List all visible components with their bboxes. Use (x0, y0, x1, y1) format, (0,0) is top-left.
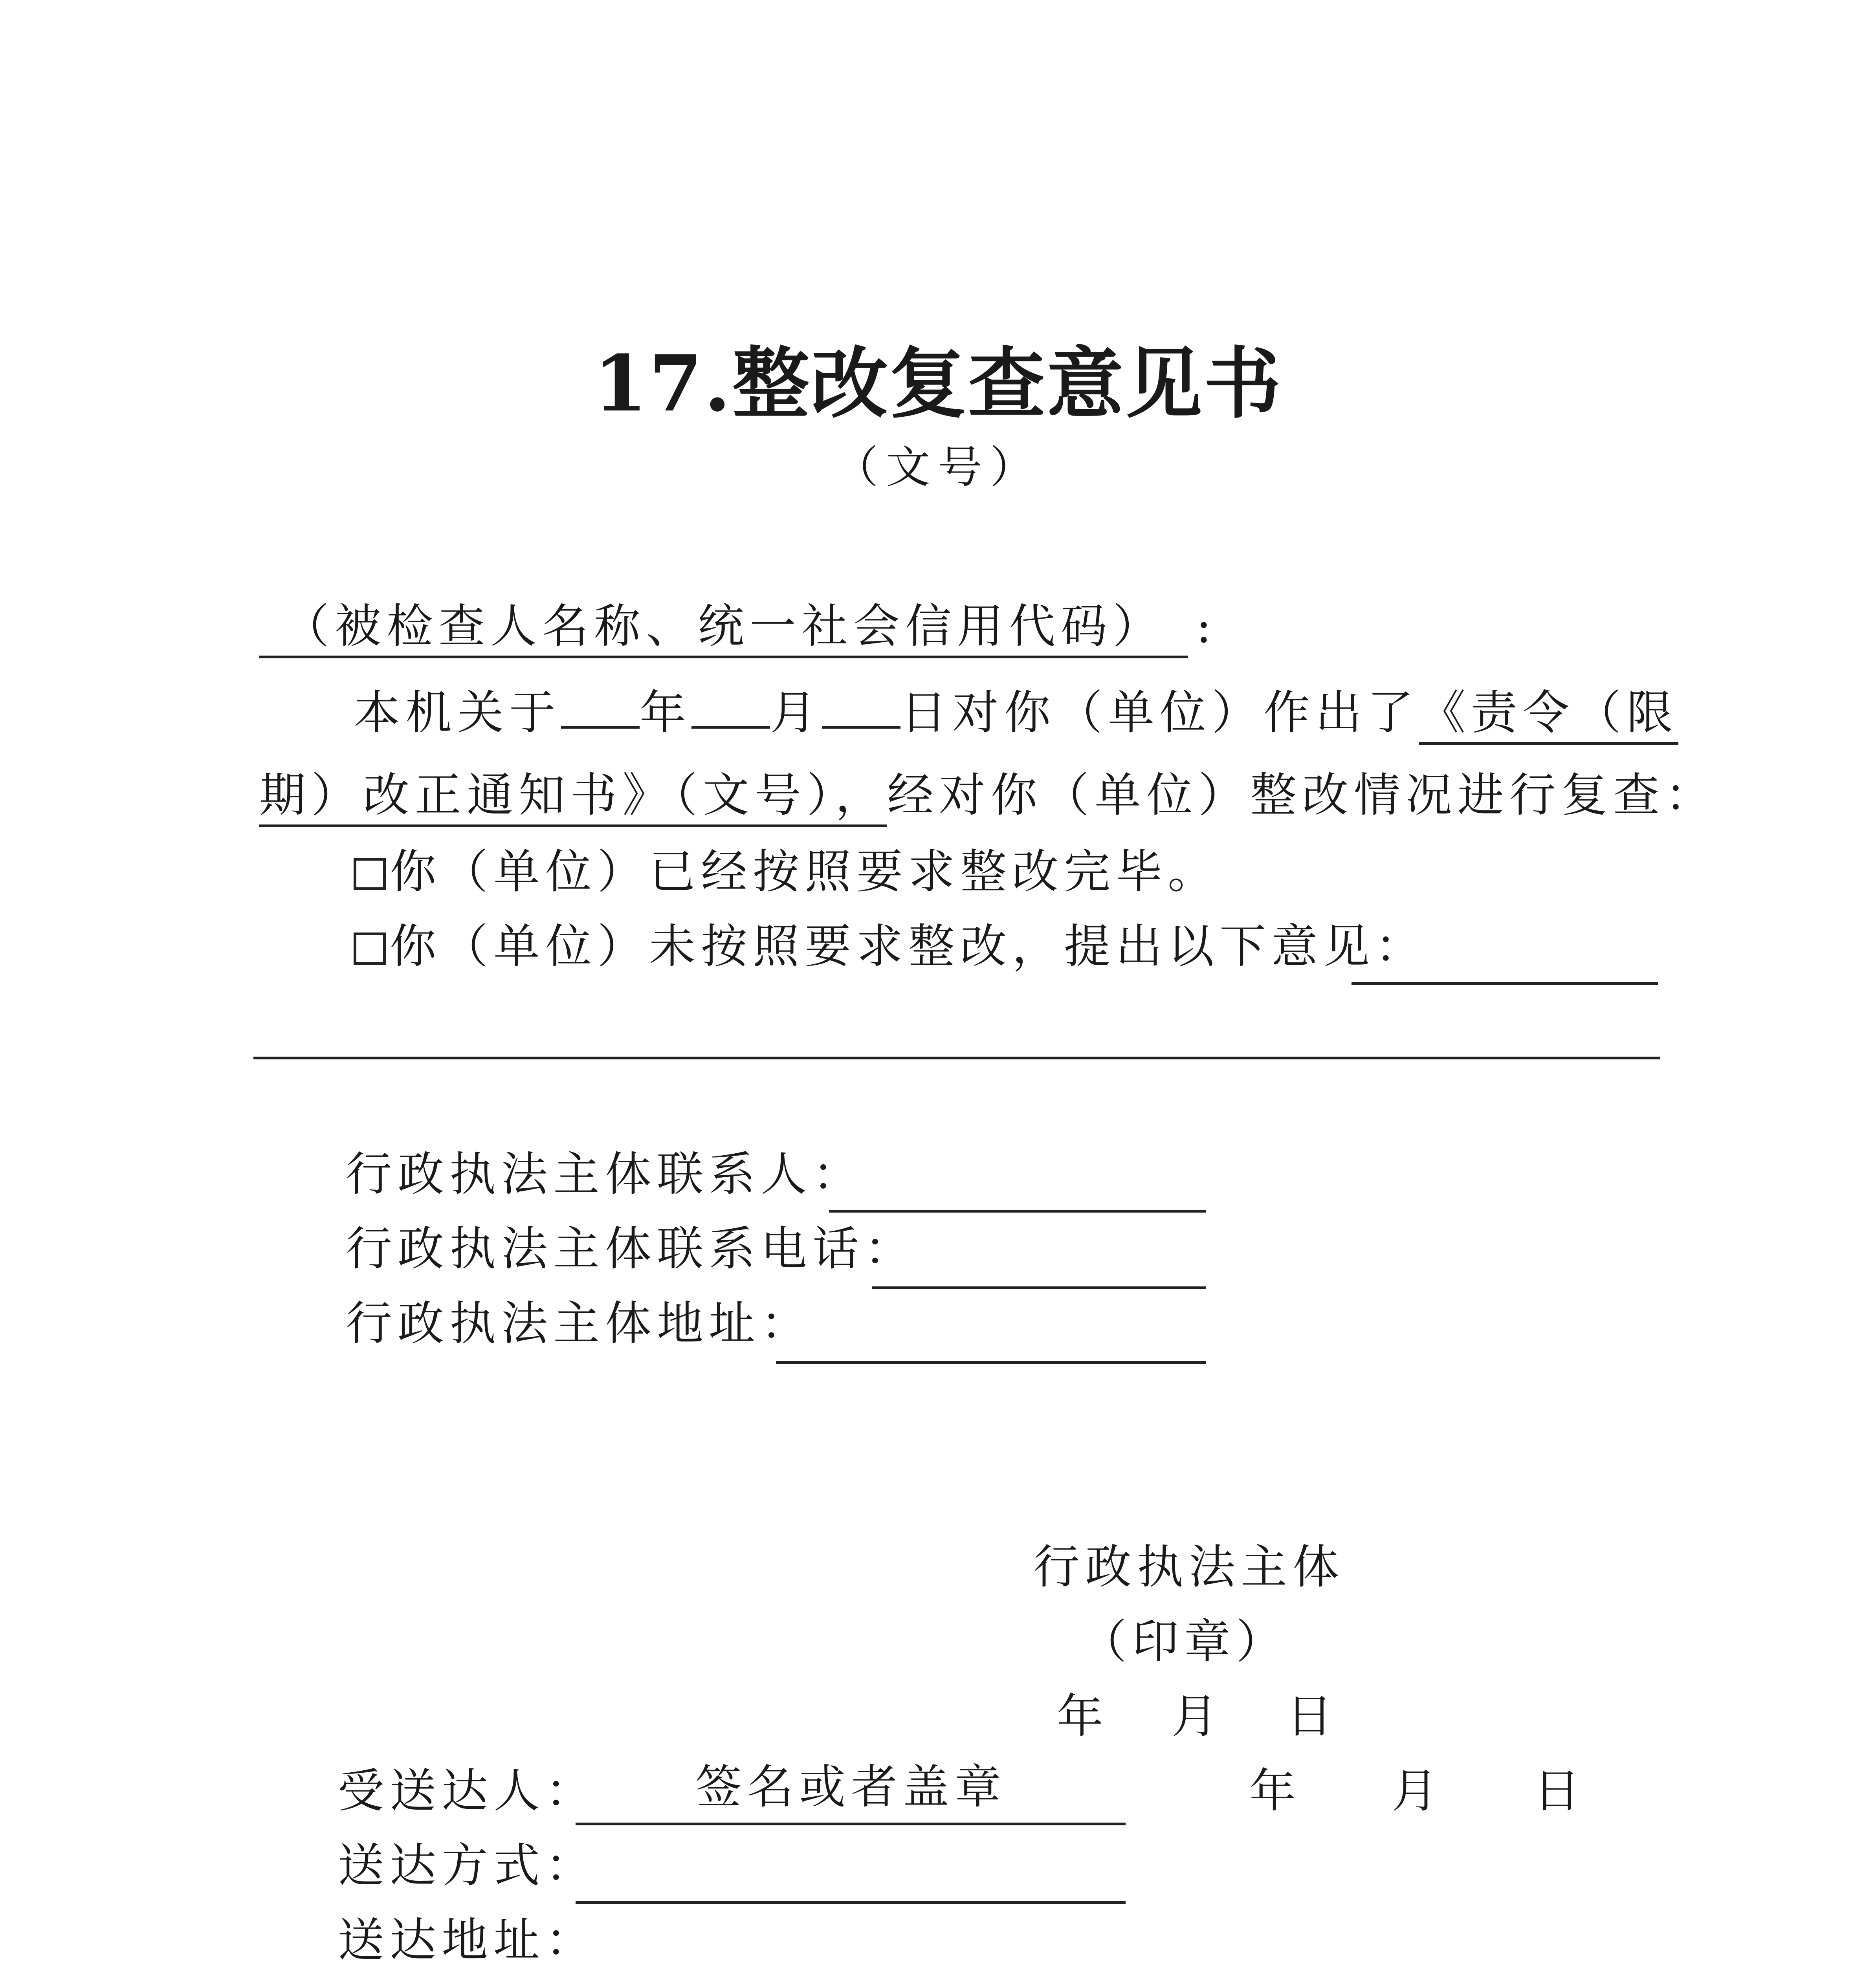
recipient-day: 日 (1534, 1764, 1586, 1818)
day-text: 日对你（单位）作出了 (900, 685, 1419, 740)
opinion-blank-1[interactable] (1352, 982, 1658, 985)
checkbox-completed[interactable] (354, 858, 386, 890)
paragraph-lead: 本机关于 (354, 685, 561, 740)
signature-year: 年 (1057, 1689, 1109, 1743)
contact-phone-label: 行政执法主体联系电话： (346, 1222, 917, 1276)
contact-phone-field[interactable] (872, 1286, 1206, 1289)
recipient-month: 月 (1392, 1764, 1444, 1818)
addressee-line (259, 599, 1217, 658)
notice-title-part2: 期）改正通知书》（文号）， (259, 772, 887, 827)
recipient-signature-hint: 签名或者盖章 (695, 1760, 1007, 1814)
signature-seal: （印章） (1080, 1614, 1288, 1669)
month-blank[interactable] (691, 720, 770, 729)
option-not-completed (354, 919, 1427, 973)
contact-address-field[interactable] (776, 1361, 1206, 1364)
option-not-completed-label: 你（单位）未按照要求整改，提出以下意见： (390, 919, 1427, 973)
contact-person-field[interactable] (829, 1210, 1206, 1213)
paragraph-line-1 (354, 685, 1679, 745)
option-completed (354, 845, 1220, 899)
document-title: 17.整改复查意见书 (594, 339, 1282, 429)
paragraph-line-2 (259, 768, 1717, 827)
signature-day: 日 (1286, 1689, 1339, 1743)
year-label: 年 (640, 685, 692, 740)
addressee-field[interactable]: （被检查人名称、统一社会信用代码） (259, 603, 1188, 658)
contact-address-label: 行政执法主体地址： (346, 1296, 813, 1350)
opinion-blank-2[interactable] (253, 1057, 1660, 1059)
signature-date (1057, 1689, 1339, 1743)
delivery-address-label: 送达地址： (338, 1913, 598, 1964)
contact-person-label: 行政执法主体联系人： (346, 1147, 865, 1201)
year-blank[interactable] (561, 720, 640, 729)
paragraph-tail: 经对你（单位）整改情况进行复查： (887, 768, 1717, 822)
addressee-colon: : (1196, 599, 1217, 653)
signature-month: 月 (1172, 1689, 1224, 1743)
document-number: （文号） (834, 442, 1042, 493)
delivery-method-field[interactable] (576, 1901, 1126, 1904)
recipient-date (1249, 1764, 1586, 1818)
day-blank[interactable] (822, 720, 900, 729)
checkbox-not-completed[interactable] (354, 933, 386, 965)
recipient-label: 受送达人： (338, 1764, 598, 1818)
option-completed-label: 你（单位）已经按照要求整改完毕。 (390, 845, 1220, 899)
signature-authority: 行政执法主体 (1033, 1540, 1345, 1594)
recipient-field[interactable] (576, 1823, 1126, 1825)
notice-title-part1: 《责令（限 (1419, 689, 1678, 745)
recipient-year: 年 (1249, 1764, 1302, 1818)
month-label: 月 (770, 685, 822, 740)
delivery-method-label: 送达方式： (338, 1838, 598, 1893)
